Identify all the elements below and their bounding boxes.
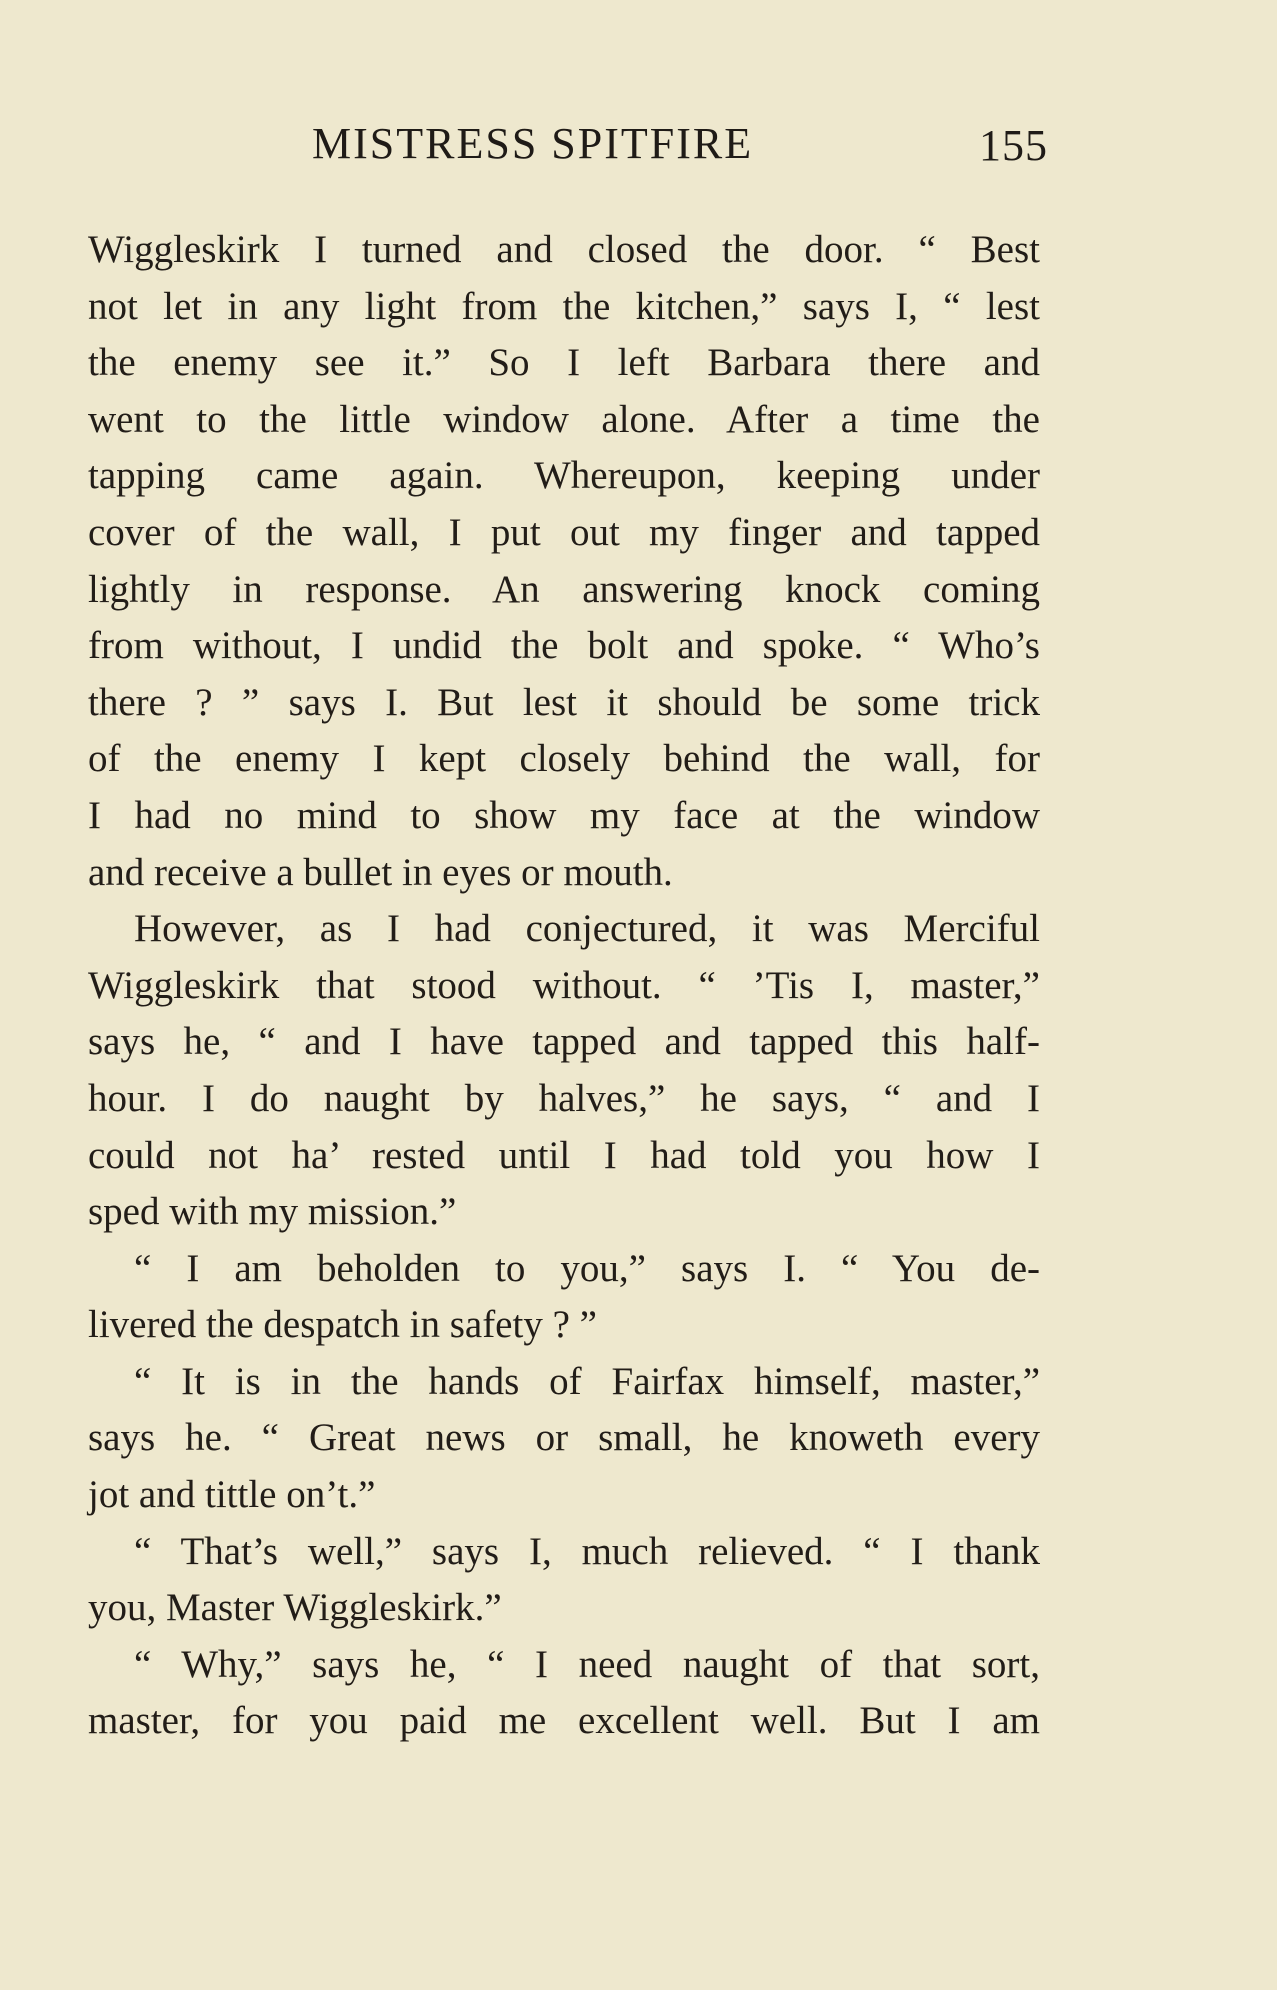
running-head: MISTRESS SPITFIRE [312, 119, 754, 168]
text-line: sped with my mission.” [88, 1190, 457, 1234]
text-line: of the enemy I kept closely behind the wall, for [88, 737, 1040, 781]
text-line: could not ha’ rested until I had told you how I [88, 1133, 1040, 1177]
text-line: “ It is in the hands of Fairfax himself, master,” [134, 1359, 1040, 1403]
text-line: However, as I had conjectured, it was Merciful [134, 907, 1040, 951]
text-line: Wiggleskirk that stood without. “ ’Tis I, master,” [88, 963, 1040, 1007]
text-line: Wiggleskirk I turned and closed the door. “ Best [88, 228, 1040, 271]
page-header [88, 118, 1048, 178]
text-line: says he. “ Great news or small, he knoweth every [88, 1416, 1040, 1460]
text-line: “ I am beholden to you,” says I. “ You de- [134, 1246, 1040, 1290]
text-line: tapping came again. Whereupon, keeping under [88, 454, 1040, 498]
body-text [88, 222, 1040, 1750]
text-line: not let in any light from the kitchen,” says I, “ lest [88, 284, 1040, 328]
text-line: “ Why,” says he, “ I need naught of that sort, [134, 1642, 1040, 1686]
text-line: says he, “ and I have tapped and tapped this half- [88, 1020, 1040, 1064]
text-line: from without, I undid the bolt and spoke. “ Who’s [88, 624, 1040, 668]
page-number: 155 [979, 121, 1048, 170]
text-line: the enemy see it.” So I left Barbara there and [88, 341, 1040, 385]
text-line: I had no mind to show my face at the window [88, 793, 1040, 837]
text-line: cover of the wall, I put out my finger and tapped [88, 510, 1040, 554]
text-line: master, for you paid me excellent well. But I am [88, 1699, 1040, 1743]
text-line: hour. I do naught by halves,” he says, “ and I [88, 1076, 1040, 1120]
text-line: lightly in response. An answering knock coming [88, 567, 1040, 611]
text-line: jot and tittle on’t.” [88, 1473, 376, 1517]
text-line: you, Master Wiggleskirk.” [88, 1586, 502, 1630]
text-line: there ? ” says I. But lest it should be some trick [88, 680, 1040, 724]
text-line: went to the little window alone. After a time the [88, 397, 1040, 441]
text-line: livered the despatch in safety ? ” [88, 1303, 597, 1347]
text-line: and receive a bullet in eyes or mouth. [88, 850, 673, 894]
text-line: “ That’s well,” says I, much relieved. “ I thank [134, 1529, 1040, 1573]
